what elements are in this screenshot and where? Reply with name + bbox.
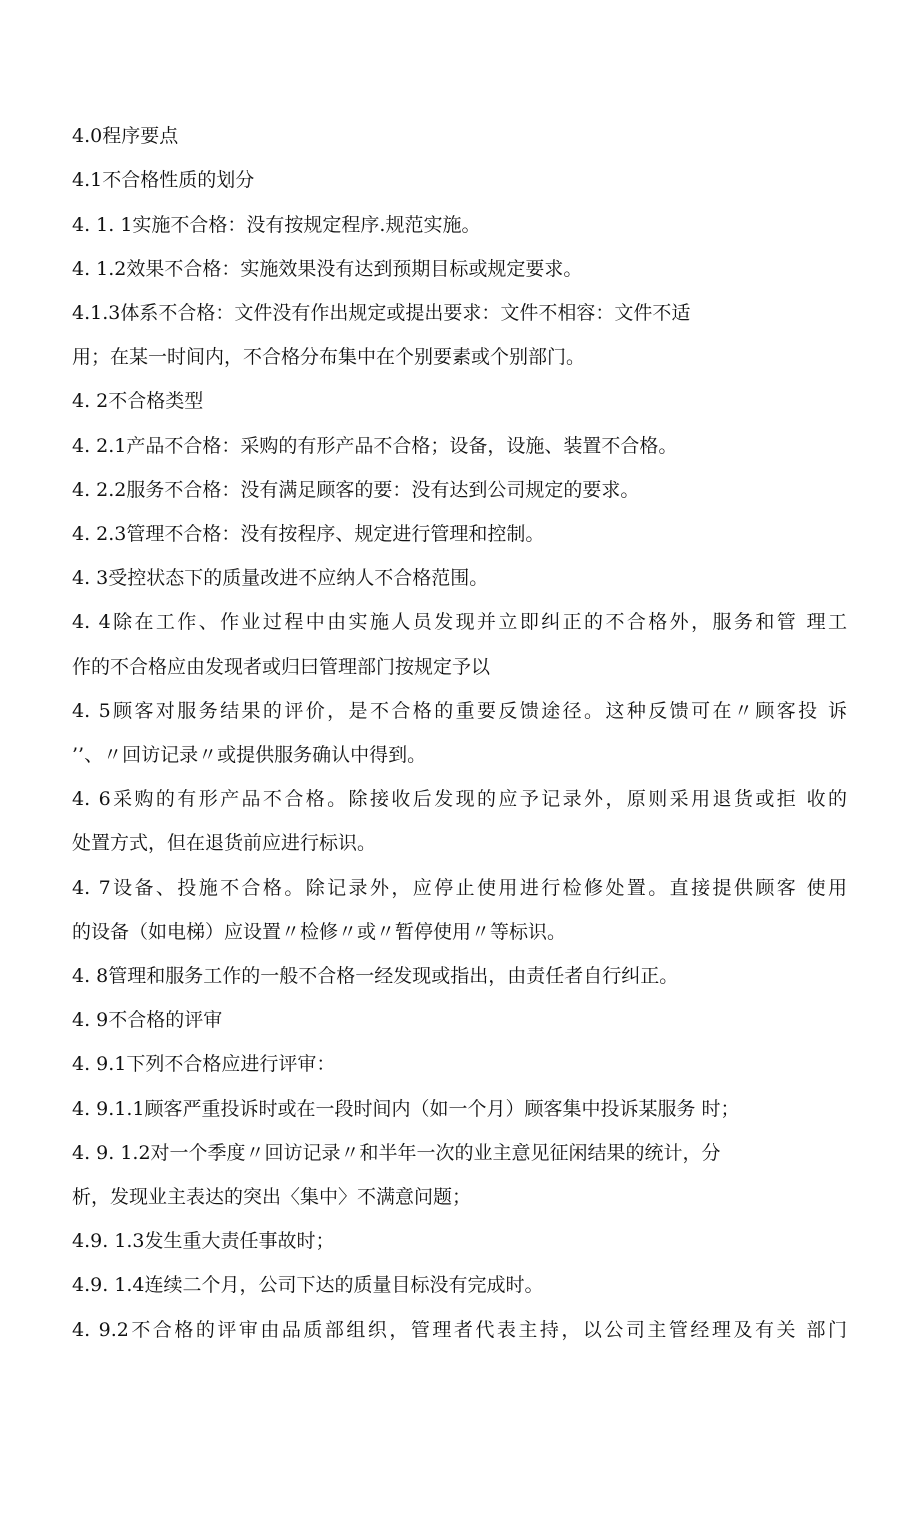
text-line: 4. 9. 1.2对一个季度〃回访记录〃和半年一次的业主意见征闲结果的统计，分: [72, 1142, 721, 1164]
text-line: 作的不合格应由发现者或归曰管理部门按规定予以: [72, 656, 491, 678]
text-line: 4. 9.1下列不合格应进行评审：: [72, 1053, 336, 1075]
text-line: 处置方式，但在退货前应进行标识。: [72, 832, 377, 854]
text-line: 4. 6采购的有形产品不合格。除接收后发现的应予记录外，原则采用退货或拒 收的: [72, 788, 847, 810]
text-line: 4. 4除在工作、作业过程中由实施人员发现并立即纠正的不合格外，服务和管 理工: [72, 611, 847, 633]
text-line: 4. 1.2效果不合格：实施效果没有达到预期目标或规定要求。: [72, 258, 583, 280]
text-line: 的设备（如电梯）应设置〃检修〃或〃暂停使用〃等标识。: [72, 921, 567, 943]
text-line: 4.1.3体系不合格：文件没有作出规定或提出要求：文件不相容：文件不适: [72, 302, 691, 324]
text-line: 4. 9.1.1顾客严重投诉时或在一段时间内（如一个月）顾客集中投诉某服务 时；: [72, 1098, 740, 1120]
text-line: 4. 2.3管理不合格：没有按程序、规定进行管理和控制。: [72, 523, 545, 545]
text-line: 4. 2.1产品不合格：采购的有形产品不合格；设备，设施、装置不合格。: [72, 435, 678, 457]
text-line: ’’、〃回访记录〃或提供服务确认中得到。: [72, 744, 427, 766]
text-line: 4. 9不合格的评审: [72, 1009, 223, 1031]
text-line: 4. 1. 1实施不合格：没有按规定程序.规范实施。: [72, 214, 481, 236]
text-line: 析，发现业主表达的突出〈集中〉不满意问题；: [72, 1186, 472, 1208]
text-line: 用；在某一时间内，不合格分布集中在个别要素或个别部门。: [72, 346, 586, 368]
text-line: 4. 7设备、投施不合格。除记录外，应停止使用进行检修处置。直接提供顾客 使用: [72, 877, 847, 899]
text-line: 4. 3受控状态下的质量改进不应纳人不合格范围。: [72, 567, 489, 589]
text-line: 4.9. 1.4连续二个月，公司下达的质量目标没有完成时。: [72, 1274, 544, 1296]
text-line: 4. 2不合格类型: [72, 390, 204, 412]
text-line: 4. 5顾客对服务结果的评价，是不合格的重要反馈途径。这种反馈可在〃顾客投 诉: [72, 700, 847, 722]
text-line: 4. 2.2服务不合格：没有满足顾客的要：没有达到公司规定的要求。: [72, 479, 640, 501]
text-line: 4. 8管理和服务工作的一般不合格一经发现或指出，由责任者自行纠正。: [72, 965, 679, 987]
text-line: 4.0程序要点: [72, 125, 179, 147]
text-line: 4. 9.2不合格的评审由品质部组织，管理者代表主持，以公司主管经理及有关 部门: [72, 1319, 847, 1341]
text-line: 4.1不合格性质的划分: [72, 169, 255, 191]
text-line: 4.9. 1.3发生重大责任事故时；: [72, 1230, 335, 1252]
